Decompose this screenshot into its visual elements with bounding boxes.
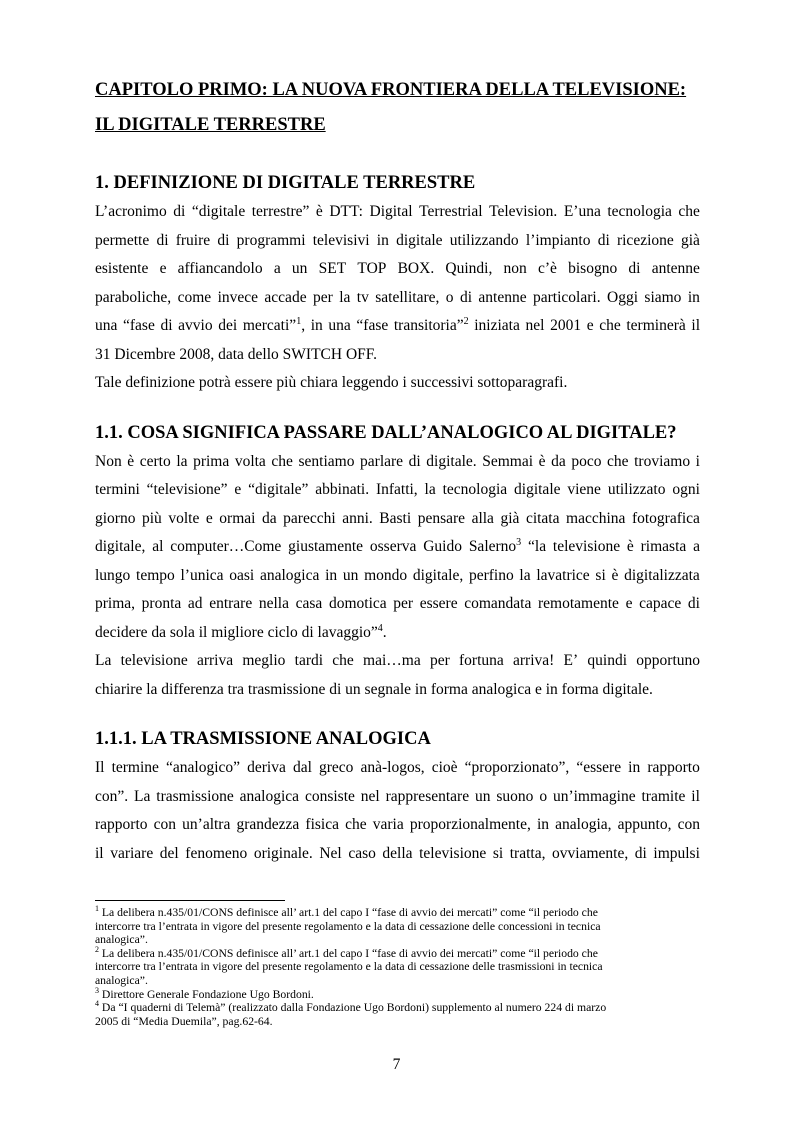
text-fragment: iniziata nel 2001 e che terminerà il [468,317,700,334]
footnote-text: Direttore Generale Fondazione Ugo Bordoni. [99,987,314,1001]
text-line: Tale definizione potrà essere più chiara leggendo i successivi sottoparagrafi. [95,374,568,391]
footnote-ref-1[interactable]: 1 [296,315,302,327]
footnote-number: 3 [95,985,99,995]
text-line: La televisione arriva meglio tardi che mai…ma per fortuna arriva! E’ quindi opportuno [95,652,700,669]
text-line: Il termine “analogico” deriva dal greco anà-logos, cioè “proporzionato”, “essere in rapporto [95,759,700,776]
text-line: Non è certo la prima volta che sentiamo parlare di digitale. Semmai è da poco che troviamo i [95,452,700,470]
chapter-title-line1: CAPITOLO PRIMO: LA NUOVA FRONTIERA DELLA TELEVISIONE: [95,80,687,100]
footnote-line: intercorre tra l’entrata in vigore del presente regolamento e la data di cessazione delle trasmissioni in tecnica [95,960,603,974]
text-line-with-footnotes [95,312,700,341]
footnote-text: Da “I quaderni di Telemà” (realizzato dalla Fondazione Ugo Bordoni) supplemento al numero 224 di marzo [99,1001,607,1015]
page-number: 7 [392,1056,401,1073]
text-line: 31 Dicembre 2008, data dello SWITCH OFF. [95,345,378,363]
text-line: termini “televisione” e “digitale” abbinati. Infatti, la tecnologia digitale viene utilizzato ogni [95,481,700,498]
text-line: lungo tempo l’unica oasi analogica in un mondo digitale, perfino la lavatrice si è digitalizzata [95,566,700,584]
text-line: il variare del fenomeno originale. Nel caso della televisione si tratta, ovviamente, di impulsi [95,844,700,862]
footnote-number: 1 [95,904,99,914]
footnote-line: 2005 di “Media Duemila”, pag.62-64. [95,1014,273,1028]
footnote-ref-4[interactable]: 4 [377,622,383,634]
footnote-2 [95,944,700,988]
text-fragment: una “fase di avvio dei mercati” [95,317,297,334]
text-fragment: “la televisione è rimasta a [521,538,700,555]
footnote-ref-3[interactable]: 3 [516,536,522,548]
section2-paragraph [95,448,700,705]
footnote-line [95,944,700,961]
footnote-line: analogica”. [95,933,148,947]
chapter-title-line2: IL DIGITALE TERRESTRE [95,115,326,135]
footnote-4 [95,1001,700,1028]
chapter-title [95,75,700,140]
text-line: prima, pronta ad entrare nella casa domotica per essere comandata remotamente e capace di [95,595,700,612]
footnotes [95,906,700,1028]
footnote-line [95,985,700,1002]
text-line-with-footnote [95,533,700,562]
text-fragment: . [382,623,387,641]
text-line: permette di fruire di programmi televisivi in digitale utilizzando l’impianto di ricezione già [95,231,700,249]
footnote-3 [95,985,700,1002]
footnote-number: 2 [95,944,99,954]
section-heading-definizione: 1. DEFINIZIONE DI DIGITALE TERRESTRE [95,173,476,193]
text-line: L’acronimo di “digitale terrestre” è DTT: Digital Terrestrial Television. E’una tecnologia che [95,203,700,220]
footnote-divider [95,900,285,901]
section1-paragraph [95,198,700,398]
section3-paragraph [95,754,700,868]
text-fragment: , in una “fase transitoria” [301,317,464,334]
footnote-line [95,906,700,920]
text-line: esistente e affiancandolo a un SET TOP BOX. Quindi, non c’è bisogno di antenne [95,260,700,277]
text-line: paraboliche, come invece accade per la tv satellitare, o di antenne particolari. Oggi siamo in [95,288,700,306]
text-line: con”. La trasmissione analogica consiste nel rappresentare un suono o un’immagine tramite il [95,787,700,805]
section-heading-analogico-digitale: 1.1. COSA SIGNIFICA PASSARE DALL’ANALOGICO AL DIGITALE? [95,422,677,443]
footnote-number: 4 [95,999,99,1009]
text-fragment: digitale, al computer…Come giustamente osserva Guido Salerno [95,538,517,555]
section-heading-trasmissione-analogica: 1.1.1. LA TRASMISSIONE ANALOGICA [95,729,431,749]
footnote-text: La delibera n.435/01/CONS definisce all’ art.1 del capo I “fase di avvio dei mercati” come “il periodo che [99,946,598,960]
text-fragment: decidere da sola il migliore ciclo di lavaggio” [95,623,378,641]
text-line: chiarire la differenza tra trasmissione di un segnale in forma analogica e in forma digitale. [95,680,653,698]
footnote-1 [95,906,700,947]
footnote-ref-2[interactable]: 2 [463,315,469,327]
footnote-line: analogica”. [95,973,148,987]
footnote-line [95,1001,700,1015]
page-content [95,75,700,868]
text-line: rapporto con un’altra grandezza fisica che varia proporzionalmente, in analogia, appunto, con [95,816,700,833]
text-line-with-footnote [95,619,700,648]
footnote-text: La delibera n.435/01/CONS definisce all’ art.1 del capo I “fase di avvio dei mercati” come “il periodo che [99,906,598,919]
text-line: giorno più volte e ormai da parecchi anni. Basti pensare alla già citata macchina fotografica [95,509,700,527]
footnote-line: intercorre tra l’entrata in vigore del presente regolamento e la data di cessazione delle concessioni in tecnica [95,919,601,933]
